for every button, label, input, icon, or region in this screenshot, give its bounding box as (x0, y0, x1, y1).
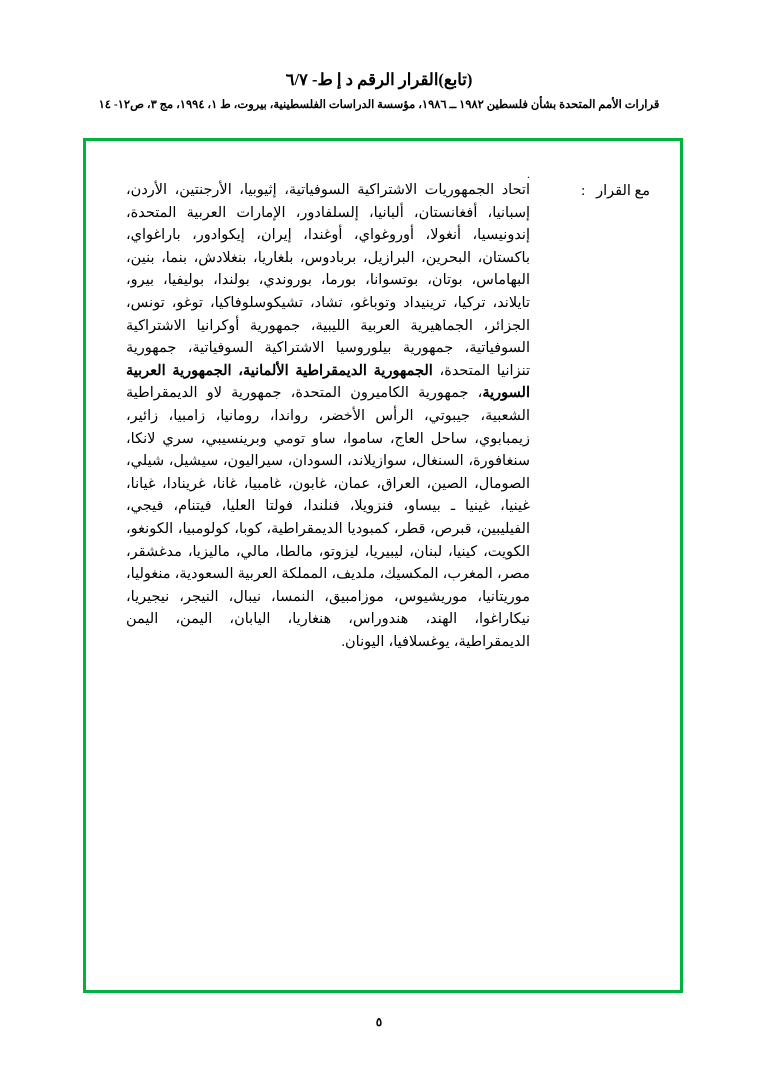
page-subtitle: قرارات الأمم المتحدة بشأن فلسطين ١٩٨٢ ــ ١٩٨٦، مؤسسة الدراسات الفلسطينية، بيروت، ط ١، ١٩٩٤، مج ٣، ص١٢- ١٤ (98, 99, 660, 111)
content-frame (83, 138, 683, 993)
country-list-part-two: ، جمهورية الكاميرون المتحدة، جمهورية لاو الديمقراطية الشعبية، جيبوتي، الرأس الأخضر، رواندا، رومانيا، زامبيا، زائير، زيمبابوي، ساحل العاج، ساموا، ساو تومي وبرينسيبي، سري لانكا، سنغافورة، السنغال، سوازيلاند، السودان، سيراليون، سيشيل، شيلي، الصومال، الصين، العراق، عمان، غابون، غامبيا، غانا، غرينادا، غيانا، غينيا، غينيا ـ بيساو، فنزويلا، فنلندا، فولتا العليا، فيتنام، فيجي، الفيليبين، قبرص، قطر، كمبوديا الديمقراطية، كوبا، كولومبيا، الكونغو، الكويت، كينيا، لبنان، ليبيريا، ليزوتو، مالطا، مالي، ماليزيا، مدغشقر، مصر، المغرب، المكسيك، ملديف، المملكة العربية السعودية، منغوليا، موريتانيا، موريشيوس، موزامبيق، النمسا، نيبال، النيجر، نيجيريا، نيكاراغوا، الهند، هندوراس، هنغاريا، اليابان، اليمن، اليمن الديمقراطية، يوغسلافيا، اليونان. (126, 385, 530, 650)
leading-dot-marker: . (527, 167, 530, 181)
paragraph-label-text: مع القرار (596, 183, 650, 199)
country-list (126, 179, 530, 653)
resolution-paragraph (126, 179, 650, 653)
country-list-emphasis: الجمهورية الديمقراطية الألمانية، الجمهورية العربية السورية (126, 362, 530, 402)
paragraph-label-colon: : (581, 183, 586, 199)
page-number: ٥ (375, 1015, 383, 1029)
body-content (126, 169, 650, 653)
country-list-part-one: اتحاد الجمهوريات الاشتراكية السوفياتية، إثيوبيا، الأرجنتين، الأردن، إسبانيا، أفغانستان، ألبانيا، إلسلفادور، الإمارات العربية المتحدة، إندونيسيا، أنغولا، أوروغواي، أوغندا، إيران، إيكوادور، باراغواي، باكستان، البحرين، البرازيل، بربادوس، بلغاريا، بنغلادش، بنما، بنين، البهاماس، بوتان، بوتسوانا، بورما، بوروندي، بولندا، بوليفيا، بيرو، تايلاند، تركيا، ترينيداد وتوباغو، تشاد، تشيكوسلوفاكيا، توغو، تونس، الجزائر، الجماهيرية العربية الليبية، جمهورية أوكرانيا الاشتراكية السوفياتية، جمهورية بيلوروسيا الاشتراكية السوفياتية، جمهورية تنزانيا المتحدة، (126, 182, 530, 379)
paragraph-label (530, 179, 650, 203)
page-title: (تابع)القرار الرقم د إ ط- ٦/٧ (285, 70, 473, 89)
